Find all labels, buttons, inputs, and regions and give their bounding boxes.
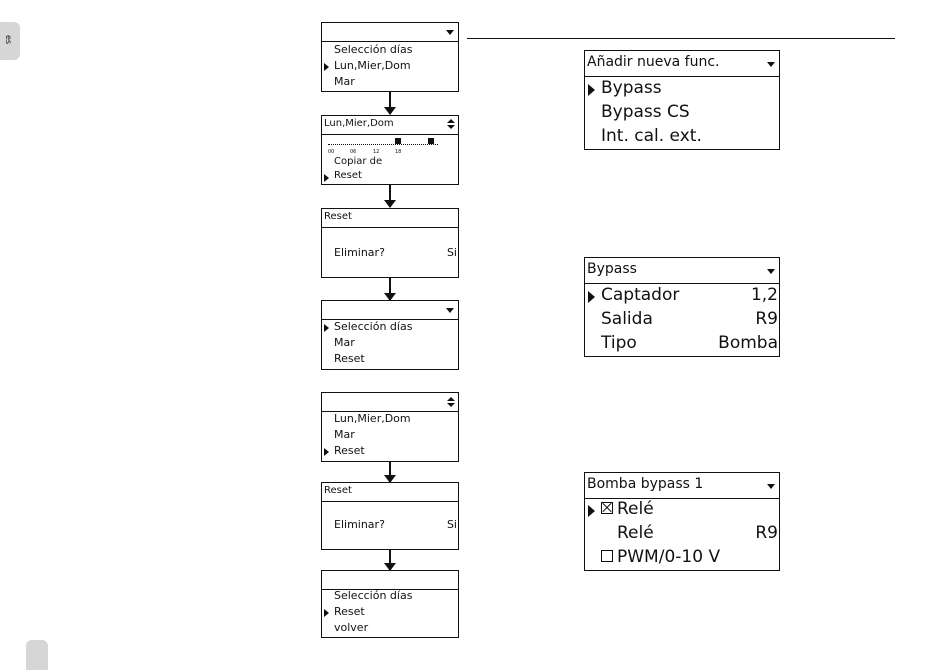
screen-header (322, 301, 458, 320)
page-tab (26, 640, 48, 670)
flow-arrow (389, 92, 391, 114)
confirm-row[interactable] (322, 246, 458, 263)
screen-title: Reset (324, 485, 352, 496)
setting-row[interactable] (585, 547, 779, 571)
flow-arrow (389, 550, 391, 570)
tick-label: 06 (350, 149, 357, 155)
unchecked-checkbox-icon[interactable] (601, 550, 613, 562)
flow-arrow (389, 278, 391, 300)
setting-value: R9 (755, 309, 778, 329)
menu-item[interactable] (322, 43, 458, 60)
menu-item[interactable] (322, 75, 458, 92)
screen-header (322, 116, 458, 135)
menu-item-label: Selección días (334, 589, 413, 602)
screen-reset-confirm (321, 482, 459, 550)
menu-item-selected[interactable] (322, 444, 458, 461)
cursor-arrow-icon (588, 291, 595, 303)
menu-item[interactable] (322, 336, 458, 353)
setting-row[interactable] (585, 523, 779, 547)
dropdown-arrow-icon (446, 30, 454, 35)
tick-label: 12 (373, 149, 380, 155)
screen-day-selection (321, 392, 459, 462)
screen-header (322, 571, 458, 590)
setting-value: 1,2 (750, 285, 778, 305)
screen-day-selection (321, 22, 459, 92)
chapter-tab (0, 22, 20, 60)
screen-header (322, 209, 458, 228)
cursor-arrow-icon (324, 63, 329, 71)
checked-checkbox-icon[interactable] (601, 502, 613, 514)
time-frame-block (395, 138, 401, 144)
dropdown-arrow-icon (767, 62, 775, 67)
chapter-tab-label: es (4, 34, 14, 45)
menu-item-label: Bypass (601, 78, 662, 98)
dropdown-arrow-icon (767, 269, 775, 274)
setting-row-selected[interactable] (585, 499, 779, 523)
confirm-question: Eliminar? (334, 246, 385, 259)
setting-row-selected[interactable] (585, 285, 779, 309)
menu-item-label: Reset (334, 352, 365, 365)
screen-title: Bypass (587, 261, 637, 277)
setting-value: Bomba (718, 333, 778, 353)
setting-value: R9 (755, 523, 778, 543)
screen-reset-confirm (321, 208, 459, 278)
setting-label: Captador (601, 285, 680, 305)
cursor-arrow-icon (588, 505, 595, 517)
tick-label: 18 (395, 149, 402, 155)
screen-header (322, 393, 458, 412)
cursor-arrow-icon (324, 324, 329, 332)
menu-item-label: volver (334, 621, 369, 634)
menu-item-label: Selección días (334, 320, 413, 333)
menu-item[interactable] (322, 352, 458, 369)
screen-day-selection (321, 570, 459, 638)
menu-item[interactable] (322, 428, 458, 445)
time-frame-bar (328, 138, 438, 158)
time-frame-block (428, 138, 434, 144)
cursor-arrow-icon (324, 174, 329, 182)
menu-item-selected[interactable] (322, 320, 458, 337)
setting-label: Relé (617, 499, 654, 519)
menu-item-label: Mar (334, 75, 355, 88)
menu-item[interactable] (585, 102, 779, 126)
dropdown-arrow-icon (767, 484, 775, 489)
confirm-answer[interactable]: Si (446, 246, 457, 259)
menu-item-selected[interactable] (322, 605, 458, 622)
screen-header (322, 483, 458, 502)
flow-arrow (389, 185, 391, 207)
confirm-question: Eliminar? (334, 518, 385, 531)
setting-label: Relé (617, 523, 654, 543)
menu-item-label: Mar (334, 336, 355, 349)
screen-header (585, 258, 779, 284)
flow-arrow (389, 462, 391, 482)
menu-item[interactable] (585, 126, 779, 150)
confirm-answer[interactable]: Si (446, 518, 457, 531)
menu-item[interactable] (322, 412, 458, 429)
screen-header (322, 23, 458, 42)
screen-title: Lun,Mier,Dom (324, 118, 394, 129)
setting-label: Salida (601, 309, 653, 329)
setting-row[interactable] (585, 333, 779, 357)
cursor-arrow-icon (324, 609, 329, 617)
confirm-row[interactable] (322, 518, 458, 535)
menu-item-label: Reset (334, 605, 365, 618)
menu-item-label: Lun,Mier,Dom (334, 59, 411, 72)
setting-label: PWM/0-10 V (617, 547, 721, 567)
menu-item-label: Reset (334, 170, 362, 181)
menu-item-selected[interactable] (322, 59, 458, 76)
menu-item-selected[interactable] (585, 78, 779, 102)
screen-title: Bomba bypass 1 (587, 476, 704, 492)
menu-item-label: Lun,Mier,Dom (334, 412, 411, 425)
screen-bypass (584, 257, 780, 357)
screen-day-timeline (321, 115, 459, 185)
tick-label: 00 (328, 149, 335, 155)
screen-header (585, 51, 779, 77)
cursor-arrow-icon (588, 84, 595, 96)
screen-header (585, 473, 779, 499)
menu-item-label: Bypass CS (601, 102, 690, 122)
screen-pump-bypass (584, 472, 780, 571)
menu-item[interactable] (322, 589, 458, 606)
setting-row[interactable] (585, 309, 779, 333)
screen-title: Añadir nueva func. (587, 54, 720, 70)
menu-item-label: Mar (334, 428, 355, 441)
menu-item-label: Selección días (334, 43, 413, 56)
screen-day-selection (321, 300, 459, 370)
menu-item-label: Int. cal. ext. (601, 126, 702, 146)
menu-item[interactable] (322, 621, 458, 638)
menu-item-label: Reset (334, 444, 365, 457)
section-rule (467, 38, 895, 39)
setting-label: Tipo (601, 333, 637, 353)
screen-add-function (584, 50, 780, 150)
dropdown-arrow-icon (446, 308, 454, 313)
cursor-arrow-icon (324, 448, 329, 456)
screen-title: Reset (324, 211, 352, 222)
menu-item-label: Copiar de (334, 156, 383, 167)
